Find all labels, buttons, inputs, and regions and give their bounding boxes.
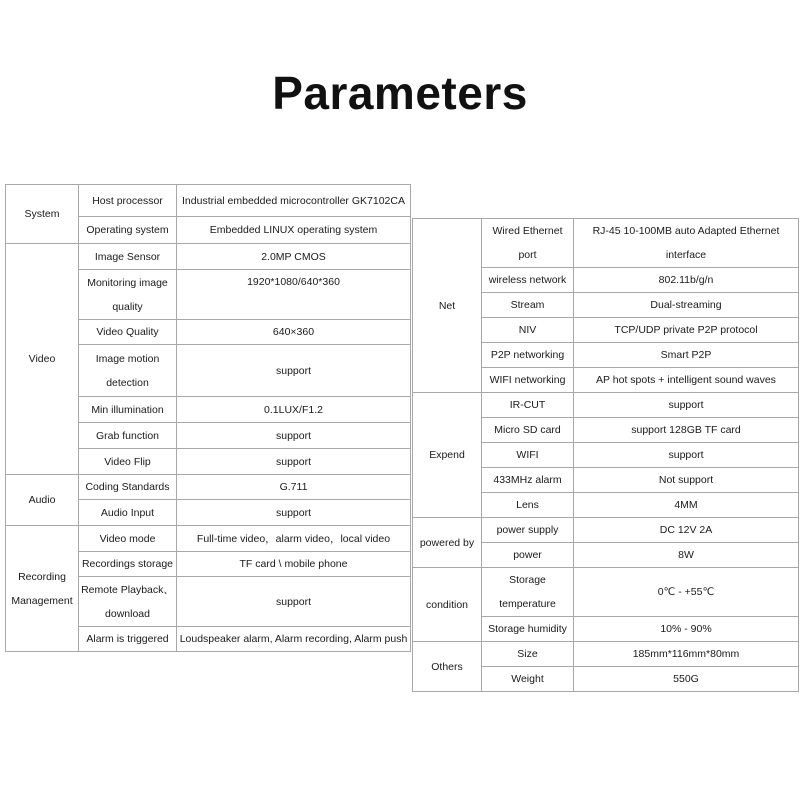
- param-label: P2P networking: [482, 343, 574, 368]
- param-label: Recordings storage: [79, 552, 177, 577]
- param-label: power: [482, 543, 574, 568]
- category-audio: Audio: [6, 475, 79, 526]
- param-label: IR-CUT: [482, 393, 574, 418]
- param-value: DC 12V 2A: [574, 518, 799, 543]
- param-value: 0℃ - +55℃: [574, 568, 799, 617]
- param-label: Alarm is triggered: [79, 627, 177, 652]
- param-value: support: [177, 500, 411, 526]
- param-value: RJ-45 10-100MB auto Adapted Ethernet interface: [574, 219, 799, 268]
- param-label: 433MHz alarm: [482, 468, 574, 493]
- param-label: NIV: [482, 318, 574, 343]
- param-label: Wired Ethernet port: [482, 219, 574, 268]
- param-value: Industrial embedded microcontroller GK7102CA: [177, 185, 411, 217]
- param-label: Image Sensor: [79, 244, 177, 270]
- param-value: TF card \ mobile phone: [177, 552, 411, 577]
- param-label: Grab function: [79, 423, 177, 449]
- param-value: 4MM: [574, 493, 799, 518]
- param-value: 0.1LUX/F1.2: [177, 397, 411, 423]
- param-value: 10% - 90%: [574, 617, 799, 642]
- param-value: support: [177, 345, 411, 397]
- param-value: 185mm*116mm*80mm: [574, 642, 799, 667]
- param-value: support: [177, 577, 411, 627]
- param-value: support: [177, 449, 411, 475]
- param-label: Video Quality: [79, 320, 177, 345]
- category-expend: Expend: [413, 393, 482, 518]
- category-net: Net: [413, 219, 482, 393]
- param-label: Remote Playback、download: [79, 577, 177, 627]
- category-recording: Recording Management: [6, 526, 79, 652]
- param-label: WIFI: [482, 443, 574, 468]
- param-label: power supply: [482, 518, 574, 543]
- param-value: 802.11b/g/n: [574, 268, 799, 293]
- param-label: Video mode: [79, 526, 177, 552]
- param-value: 2.0MP CMOS: [177, 244, 411, 270]
- param-label: Host processor: [79, 185, 177, 217]
- param-value: support: [177, 423, 411, 449]
- left-spec-table: [5, 184, 411, 652]
- param-value: Full-time video，alarm video，local video: [177, 526, 411, 552]
- param-label: Min illumination: [79, 397, 177, 423]
- param-label: Video Flip: [79, 449, 177, 475]
- param-label: Weight: [482, 667, 574, 692]
- param-value: Embedded LINUX operating system: [177, 217, 411, 244]
- param-value: 8W: [574, 543, 799, 568]
- param-label: Micro SD card: [482, 418, 574, 443]
- param-value: support 128GB TF card: [574, 418, 799, 443]
- param-label: Coding Standards: [79, 475, 177, 500]
- param-value: Loudspeaker alarm, Alarm recording, Alarm push: [177, 627, 411, 652]
- category-others: Others: [413, 642, 482, 692]
- param-value: G.711: [177, 475, 411, 500]
- param-value: 550G: [574, 667, 799, 692]
- param-label: Operating system: [79, 217, 177, 244]
- category-powered-by: powered by: [413, 518, 482, 568]
- param-label: Stream: [482, 293, 574, 318]
- param-label: Size: [482, 642, 574, 667]
- param-value: Not support: [574, 468, 799, 493]
- right-spec-table: [412, 218, 799, 692]
- param-label: WIFI networking: [482, 368, 574, 393]
- param-label: Image motion detection: [79, 345, 177, 397]
- param-value: AP hot spots + intelligent sound waves: [574, 368, 799, 393]
- param-value: TCP/UDP private P2P protocol: [574, 318, 799, 343]
- param-value: 640×360: [177, 320, 411, 345]
- category-condition: condition: [413, 568, 482, 642]
- param-label: Lens: [482, 493, 574, 518]
- category-video: Video: [6, 244, 79, 475]
- param-label: Storage temperature: [482, 568, 574, 617]
- param-label: wireless network: [482, 268, 574, 293]
- param-label: Monitoring image quality: [79, 270, 177, 320]
- param-value: support: [574, 443, 799, 468]
- param-value: 1920*1080/640*360: [177, 270, 411, 320]
- param-value: Dual-streaming: [574, 293, 799, 318]
- category-system: System: [6, 185, 79, 244]
- param-value: support: [574, 393, 799, 418]
- param-value: Smart P2P: [574, 343, 799, 368]
- param-label: Storage humidity: [482, 617, 574, 642]
- page-title: Parameters: [272, 67, 528, 119]
- param-label: Audio Input: [79, 500, 177, 526]
